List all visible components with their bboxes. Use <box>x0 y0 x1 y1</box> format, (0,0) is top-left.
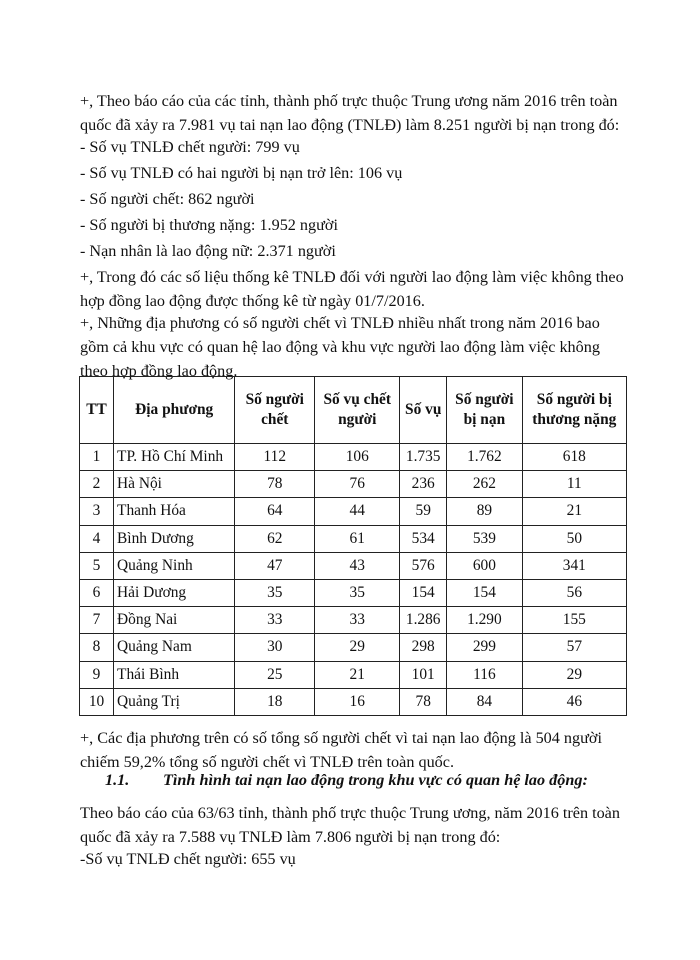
header-accidents: Số vụ <box>400 377 447 444</box>
cell-deaths: 78 <box>235 471 315 498</box>
cell-tt: 8 <box>80 634 114 661</box>
cell-victims: 1.762 <box>447 444 523 471</box>
cell-fatal-accidents: 76 <box>315 471 400 498</box>
cell-locality: Quảng Ninh <box>114 552 235 579</box>
header-serious-injuries: Số người bị thương nặng <box>522 377 626 444</box>
bullet-serious-injuries: - Số người bị thương nặng: 1.952 người <box>80 216 338 234</box>
cell-accidents: 298 <box>400 634 447 661</box>
cell-tt: 7 <box>80 607 114 634</box>
cell-fatal-accidents: 44 <box>315 498 400 525</box>
cell-deaths: 18 <box>235 688 315 715</box>
cell-locality: TP. Hồ Chí Minh <box>114 444 235 471</box>
cell-locality: Thanh Hóa <box>114 498 235 525</box>
cell-serious-injuries: 50 <box>522 525 626 552</box>
cell-tt: 10 <box>80 688 114 715</box>
table-row <box>80 471 627 498</box>
cell-serious-injuries: 56 <box>522 579 626 606</box>
cell-accidents: 154 <box>400 579 447 606</box>
cell-victims: 89 <box>447 498 523 525</box>
paragraph-statistics-note: +, Trong đó các số liệu thống kê TNLĐ đối với người lao động làm việc không theo hợp đồng lao động được thống kê từ ngày 01/7/2016. <box>80 268 624 310</box>
cell-tt: 1 <box>80 444 114 471</box>
cell-deaths: 35 <box>235 579 315 606</box>
table-row <box>80 552 627 579</box>
cell-tt: 9 <box>80 661 114 688</box>
cell-locality: Quảng Trị <box>114 688 235 715</box>
section-heading <box>105 768 588 792</box>
cell-fatal-accidents: 61 <box>315 525 400 552</box>
cell-victims: 154 <box>447 579 523 606</box>
cell-serious-injuries: 155 <box>522 607 626 634</box>
cell-fatal-accidents: 16 <box>315 688 400 715</box>
paragraph-top-localities: +, Những địa phương có số người chết vì TNLĐ nhiều nhất trong năm 2016 bao gồm cả khu vực có quan hệ lao động và khu vực người lao động làm việc không theo hợp đồng lao động. <box>80 314 600 380</box>
paragraph-labor-relations: Theo báo cáo của 63/63 tỉnh, thành phố trực thuộc Trung ương, năm 2016 trên toàn quốc đã xảy ra 7.588 vụ TNLĐ làm 7.806 người bị nạn trong đó: <box>80 804 620 846</box>
cell-victims: 116 <box>447 661 523 688</box>
cell-fatal-accidents: 43 <box>315 552 400 579</box>
cell-serious-injuries: 618 <box>522 444 626 471</box>
cell-deaths: 62 <box>235 525 315 552</box>
cell-accidents: 1.286 <box>400 607 447 634</box>
cell-deaths: 25 <box>235 661 315 688</box>
cell-deaths: 64 <box>235 498 315 525</box>
cell-deaths: 30 <box>235 634 315 661</box>
cell-serious-injuries: 11 <box>522 471 626 498</box>
header-victims: Số người bị nạn <box>447 377 523 444</box>
cell-tt: 3 <box>80 498 114 525</box>
cell-accidents: 236 <box>400 471 447 498</box>
header-deaths: Số người chết <box>235 377 315 444</box>
table-row <box>80 498 627 525</box>
bullet-female-victims: - Nạn nhân là lao động nữ: 2.371 người <box>80 242 336 260</box>
cell-serious-injuries: 341 <box>522 552 626 579</box>
cell-locality: Hà Nội <box>114 471 235 498</box>
bullet-deaths: - Số người chết: 862 người <box>80 190 255 208</box>
cell-victims: 84 <box>447 688 523 715</box>
cell-accidents: 534 <box>400 525 447 552</box>
cell-tt: 2 <box>80 471 114 498</box>
table-row <box>80 579 627 606</box>
table-header-row <box>80 377 627 444</box>
bullet-fatal-accidents: - Số vụ TNLĐ chết người: 799 vụ <box>80 138 300 156</box>
paragraph-summary: +, Các địa phương trên có số tổng số người chết vì tai nạn lao động là 504 người chiếm 59,2% tổng số người chết vì TNLĐ trên toàn quốc. <box>80 729 602 771</box>
bullet-fatal-accidents-2: -Số vụ TNLĐ chết người: 655 vụ <box>80 850 296 868</box>
section-number: 1.1. <box>105 771 130 789</box>
cell-accidents: 1.735 <box>400 444 447 471</box>
cell-victims: 299 <box>447 634 523 661</box>
cell-accidents: 59 <box>400 498 447 525</box>
cell-fatal-accidents: 35 <box>315 579 400 606</box>
cell-deaths: 112 <box>235 444 315 471</box>
header-locality: Địa phương <box>114 377 235 444</box>
table-row <box>80 607 627 634</box>
cell-accidents: 576 <box>400 552 447 579</box>
cell-locality: Thái Bình <box>114 661 235 688</box>
cell-serious-injuries: 29 <box>522 661 626 688</box>
cell-locality: Đồng Nai <box>114 607 235 634</box>
accident-table <box>79 376 627 716</box>
cell-locality: Quảng Nam <box>114 634 235 661</box>
cell-victims: 262 <box>447 471 523 498</box>
paragraph-intro: +, Theo báo cáo của các tỉnh, thành phố trực thuộc Trung ương năm 2016 trên toàn quốc đã xảy ra 7.981 vụ tai nạn lao động (TNLĐ) làm 8.251 người bị nạn trong đó: <box>80 92 620 134</box>
cell-locality: Bình Dương <box>114 525 235 552</box>
table-row <box>80 525 627 552</box>
cell-serious-injuries: 46 <box>522 688 626 715</box>
table-row <box>80 688 627 715</box>
cell-accidents: 101 <box>400 661 447 688</box>
cell-victims: 1.290 <box>447 607 523 634</box>
cell-victims: 539 <box>447 525 523 552</box>
cell-accidents: 78 <box>400 688 447 715</box>
cell-deaths: 33 <box>235 607 315 634</box>
cell-deaths: 47 <box>235 552 315 579</box>
table-row <box>80 634 627 661</box>
cell-victims: 600 <box>447 552 523 579</box>
table-row <box>80 444 627 471</box>
bullet-multi-victim-accidents: - Số vụ TNLĐ có hai người bị nạn trở lên: 106 vụ <box>80 164 403 182</box>
cell-locality: Hải Dương <box>114 579 235 606</box>
cell-serious-injuries: 57 <box>522 634 626 661</box>
cell-tt: 6 <box>80 579 114 606</box>
cell-fatal-accidents: 29 <box>315 634 400 661</box>
cell-serious-injuries: 21 <box>522 498 626 525</box>
cell-tt: 5 <box>80 552 114 579</box>
cell-fatal-accidents: 106 <box>315 444 400 471</box>
section-title: Tình hình tai nạn lao động trong khu vực có quan hệ lao động: <box>163 771 588 789</box>
cell-fatal-accidents: 21 <box>315 661 400 688</box>
cell-tt: 4 <box>80 525 114 552</box>
table-row <box>80 661 627 688</box>
header-fatal-accidents: Số vụ chết người <box>315 377 400 444</box>
cell-fatal-accidents: 33 <box>315 607 400 634</box>
header-tt: TT <box>80 377 114 444</box>
